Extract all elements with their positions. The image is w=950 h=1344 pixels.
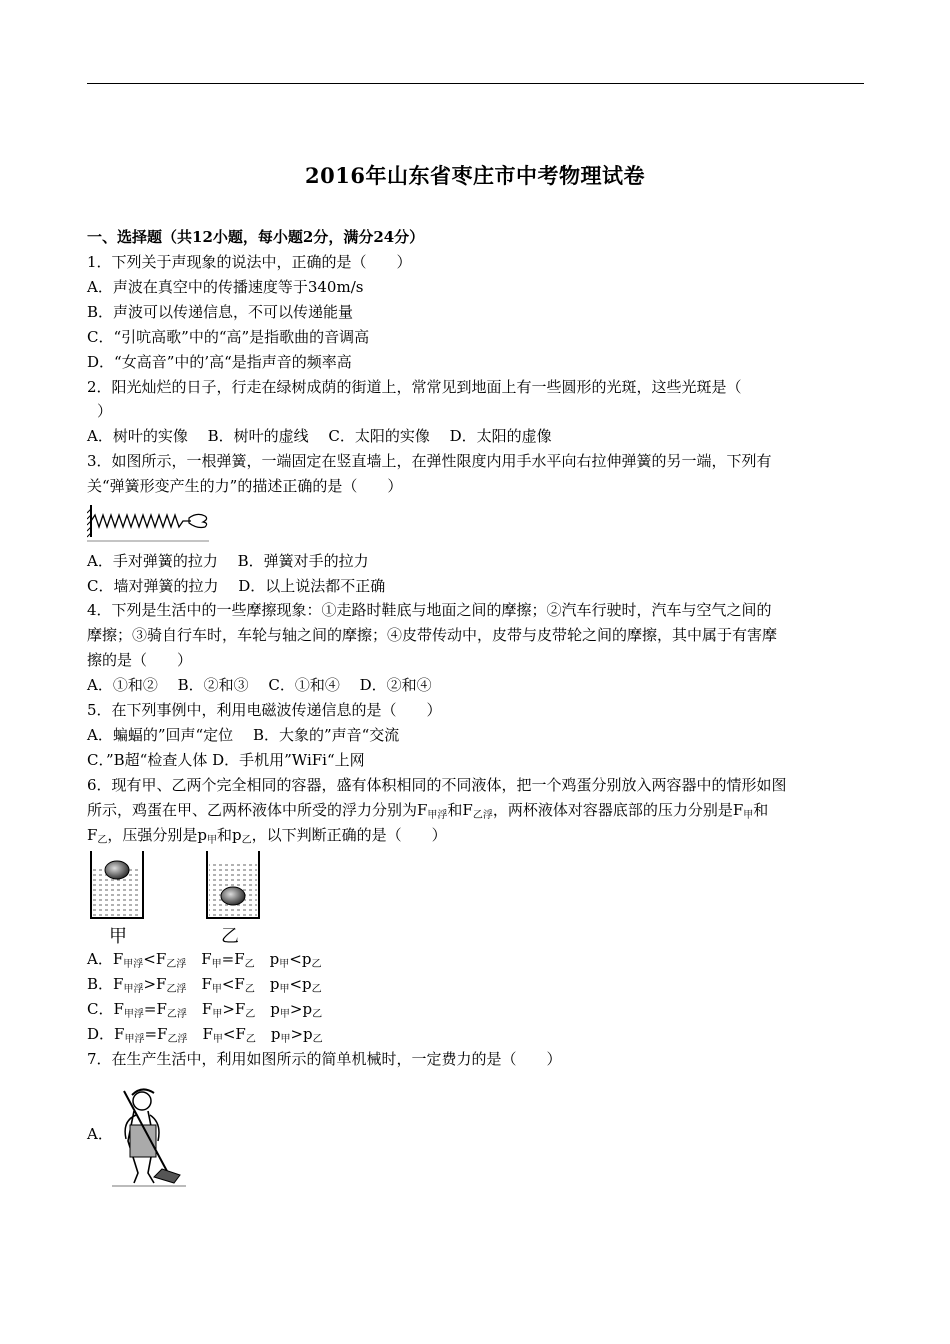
broom-sweeper-figure xyxy=(112,1085,187,1188)
question-6-option: D．$F_{甲浮}=F_{乙浮}$ $F_甲<F_乙$ $p_甲>p_乙$ xyxy=(87,1025,323,1045)
question-1: 1．下列关于声现象的说法中，正确的是（ ） xyxy=(87,253,412,271)
beaker-yi xyxy=(207,851,259,918)
question-6-option: C．$F_{甲浮}=F_{乙浮}$ $F_甲>F_乙$ $p_甲>p_乙$ xyxy=(87,1000,323,1020)
question-2-line-2: ） xyxy=(97,402,113,420)
question-5: 5．在下列事例中，利用电磁波传递信息的是（ ） xyxy=(87,701,442,719)
question-6-option: A．$F_{甲浮}<F_{乙浮}$ $F_甲=F_乙$ $p_甲<p_乙$ xyxy=(87,950,322,970)
question-2-line-1: 2．阳光灿烂的日子，行走在绿树成荫的街道上，常常见到地面上有一些圆形的光斑，这些光斑是（ xyxy=(87,378,742,396)
question-6-line-3: $F_乙$，压强分别是$p_甲$和$p_乙$，以下判断正确的是（ ） xyxy=(87,826,447,846)
question-7: 7．在生产生活中，利用如图所示的简单机械时，一定费力的是（ ） xyxy=(87,1050,562,1068)
question-7-option-a-label: A． xyxy=(87,1125,113,1143)
question-1-option-b: B．声波可以传递信息，不可以传递能量 xyxy=(87,303,354,321)
question-1-option-c: C．“引吭高歌”中的“高”是指歌曲的音调高 xyxy=(87,328,370,346)
label-jia: 甲 xyxy=(109,926,127,946)
question-4-options: A．①和② B．②和③ C．①和④ D．②和④ xyxy=(87,676,432,694)
question-3-options-ab: A．手对弹簧的拉力 B．弹簧对手的拉力 xyxy=(87,552,369,570)
question-4-line-2: 摩擦；③骑自行车时，车轮与轴之间的摩擦；④皮带传动中，皮带与皮带轮之间的摩擦，其中属于有害摩 xyxy=(87,626,778,644)
question-5-options-ab: A．蝙蝠的”回声“定位 B．大象的”声音“交流 xyxy=(87,726,400,744)
question-5-options-cd: C．”B超“检查人体 D．手机用”WiFi“上网 xyxy=(87,751,365,769)
spring-figure xyxy=(87,503,212,543)
question-2-options: A．树叶的实像 B．树叶的虚线 C．太阳的实像 D．太阳的虚像 xyxy=(87,427,552,445)
question-4-line-3: 擦的是（ ） xyxy=(87,651,193,669)
question-1-option-a: A．声波在真空中的传播速度等于340m/s xyxy=(87,278,364,296)
header-rule xyxy=(87,83,864,84)
question-3-options-cd: C．墙对弹簧的拉力 D．以上说法都不正确 xyxy=(87,577,386,595)
question-6-line-1: 6．现有甲、乙两个完全相同的容器，盛有体积相同的不同液体，把一个鸡蛋分别放入两容器中的情形如图 xyxy=(87,776,787,794)
question-3-line-2: 关“弹簧形变产生的力”的描述正确的是（ ） xyxy=(87,477,403,495)
question-3-line-1: 3．如图所示，一根弹簧，一端固定在竖直墙上，在弹性限度内用手水平向右拉伸弹簧的另一端，下列有 xyxy=(87,452,772,470)
beaker-jia xyxy=(91,851,143,918)
page-title: 2016年山东省枣庄市中考物理试卷 xyxy=(305,163,645,188)
section-heading: 一、选择题（共12小题，每小题2分，满分24分） xyxy=(87,228,425,246)
question-6-line-2: 所示，鸡蛋在甲、乙两杯液体中所受的浮力分别为$F_{甲浮}$和$F_{乙浮}$，两杯液体对容器底部的压力分别是$F_甲$和 xyxy=(87,801,769,821)
label-yi: 乙 xyxy=(221,926,239,946)
question-6-option: B．$F_{甲浮}>F_{乙浮}$ $F_甲<F_乙$ $p_甲<p_乙$ xyxy=(87,975,322,995)
beakers-figure xyxy=(87,848,267,946)
question-1-option-d: D．“女高音”中的’高“是指声音的频率高 xyxy=(87,353,352,371)
question-4-line-1: 4．下列是生活中的一些摩擦现象：①走路时鞋底与地面之间的摩擦；②汽车行驶时，汽车与空气之间的 xyxy=(87,601,772,619)
